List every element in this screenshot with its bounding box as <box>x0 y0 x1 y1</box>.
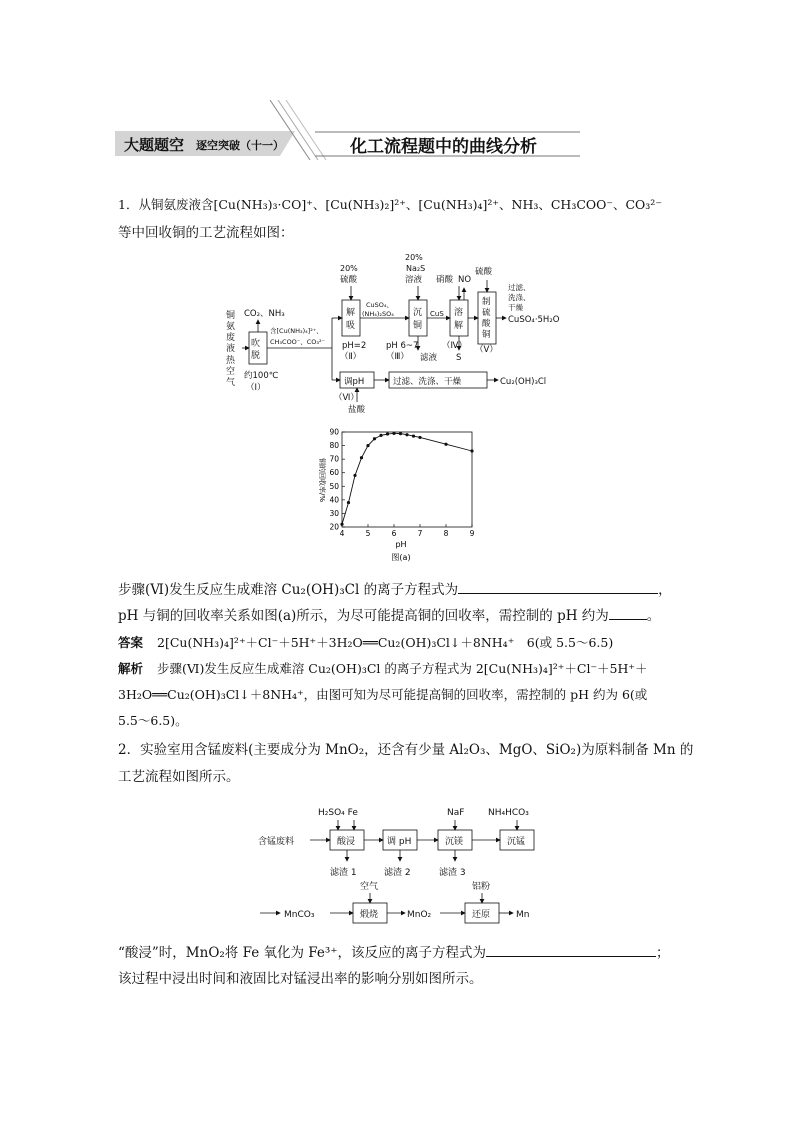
data-point <box>353 474 356 477</box>
res1: 滤渣 1 <box>330 868 357 878</box>
data-point <box>366 444 369 447</box>
wash-box: 过滤、洗涤、干燥 <box>393 377 462 387</box>
air-c1: 热 <box>226 356 236 366</box>
analysis-label: 解析 <box>118 661 144 676</box>
q1-after2-text: pH 与铜的回收率关系如图(a)所示，为尽可能提高铜的回收率，需控制的 pH 约为 <box>118 608 609 624</box>
y-tick-label: 50 <box>329 481 339 491</box>
reagent4: NH₄HCO₃ <box>488 808 529 818</box>
blow-box-c2: 脱 <box>251 351 261 361</box>
q1-after1-text: 步骤(Ⅵ)发生反应生成难溶 Cu₂(OH)₃Cl 的离子方程式为 <box>118 582 459 598</box>
feed-c3: 废 <box>226 333 236 343</box>
wash-1: 过滤、 <box>508 283 531 292</box>
q1-line1: 1．从铜氨废液含[Cu(NH₃)₃·CO]⁺、[Cu(NH₃)₂]²⁺、[Cu(NH₃)₄]²⁺、NH₃、CH₃COO⁻、CO₃²⁻ <box>118 197 662 212</box>
blow-temp: 约100℃ <box>244 371 279 381</box>
q1-analysis-3: 5.5～6.5)。 <box>118 713 188 728</box>
data-point <box>405 433 408 436</box>
q2-line2: 工艺流程如图所示。 <box>118 769 240 785</box>
q2-after2: 该过程中浸出时间和液固比对锰浸出率的影响分别如图所示。 <box>118 971 483 987</box>
chart-ylabel: 铜的回收率/% <box>318 457 326 503</box>
make-box-c4: 铜 <box>482 330 491 340</box>
feed-c1: 铜 <box>226 311 236 321</box>
na2s-3: 溶液 <box>405 275 423 285</box>
step3: （Ⅲ） <box>386 352 409 362</box>
q1-answer <box>118 630 613 656</box>
al: 铝粉 <box>472 882 491 892</box>
box4: 沉锰 <box>507 837 526 847</box>
feed-c4: 液 <box>226 344 236 354</box>
make-box-c1: 制 <box>482 297 491 307</box>
sulfuric: 硫酸 <box>475 267 493 277</box>
q2-after1-text: “酸浸”时，MnO₂将 Fe 氧化为 Fe³⁺，该反应的离子方程式为 <box>118 945 486 961</box>
q1-analysis-1 <box>118 656 648 682</box>
filtrate: 滤液 <box>420 353 438 363</box>
mno2: MnO₂ <box>407 910 432 920</box>
data-point <box>470 449 473 452</box>
step4: （Ⅳ） <box>442 341 467 351</box>
no: NO <box>458 275 472 285</box>
y-tick-label: 70 <box>329 454 339 464</box>
data-point <box>360 456 363 459</box>
step6: （Ⅵ） <box>334 393 359 403</box>
flow-diagram-2 <box>250 795 570 935</box>
nitric: 硝酸 <box>436 275 454 285</box>
page-title: 化工流程题中的曲线分析 <box>350 137 537 157</box>
absorb-box-c1: 解 <box>346 308 356 318</box>
data-point <box>373 437 376 440</box>
precip-box-c1: 沉 <box>413 308 423 318</box>
res3: 滤渣 3 <box>439 868 466 878</box>
box5: 煅烧 <box>360 910 379 920</box>
mid-species-2: CH₃COO⁻、CO₃²⁻ <box>270 338 326 346</box>
feed-c2: 氨 <box>226 322 236 332</box>
q2-line1: 2．实验室用含锰废料(主要成分为 MnO₂，还含有少量 Al₂O₃、MgO、SiO₂)为原料制备 Mn 的 <box>118 742 694 758</box>
answer-blank-3[interactable] <box>486 942 656 957</box>
mid-species-1: 含[Cu(NH₃)₄]²⁺、 <box>270 327 323 335</box>
q1-after1 <box>118 577 672 603</box>
y-tick-label: 40 <box>329 495 339 505</box>
data-point <box>347 501 350 504</box>
y-tick-label: 20 <box>329 522 339 532</box>
x-tick-label: 7 <box>417 529 423 538</box>
cuso4-label-2: (NH₄)₂SO₄ <box>362 310 394 318</box>
data-point <box>444 443 447 446</box>
header-label-main: 大题题空 <box>124 136 185 154</box>
wash-3: 干燥 <box>508 303 523 312</box>
ph67: pH 6~7 <box>386 341 419 351</box>
co-nh3: CO₂、NH₃ <box>244 309 285 319</box>
mnco3: MnCO₃ <box>284 910 315 920</box>
box2: 调 pH <box>387 837 412 847</box>
cus: CuS <box>430 310 444 318</box>
x-tick-label: 8 <box>443 529 449 538</box>
na2s-2: Na₂S <box>406 264 426 273</box>
data-point <box>379 434 382 437</box>
adjust-box: 调pH <box>344 377 365 387</box>
make-box-c3: 酸 <box>482 319 491 329</box>
data-point <box>418 436 421 439</box>
q1-after1-end: ， <box>658 582 672 598</box>
dissolve-box-c2: 解 <box>454 321 464 331</box>
res2: 滤渣 2 <box>384 868 411 878</box>
y-tick-label: 80 <box>329 441 339 451</box>
analysis-text-1: 步骤(Ⅵ)发生反应生成难溶 Cu₂(OH)₃Cl 的离子方程式为 2[Cu(NH₃)₄]²⁺＋Cl⁻＋5H⁺＋ <box>157 661 648 676</box>
x-tick-label: 9 <box>469 529 475 538</box>
q2-after1-end: ； <box>655 945 670 961</box>
chart-xlabel: pH <box>395 540 407 549</box>
chart-title: 图(a) <box>391 553 411 562</box>
na2s-1: 20% <box>405 253 423 262</box>
q1-analysis-2: 3H₂O══Cu₂(OH)₃Cl↓＋8NH₄⁺，由图可知为尽可能提高铜的回收率，需控制的 pH 约为 6(或 <box>118 687 648 702</box>
answer-label: 答案 <box>118 635 144 650</box>
product2: Cu₂(OH)₃Cl <box>500 377 547 387</box>
air-c3: 气 <box>226 378 236 388</box>
flow-diagram-1 <box>222 250 582 415</box>
answer-text: 2[Cu(NH₃)₄]²⁺＋Cl⁻＋5H⁺＋3H₂O══Cu₂(OH)₃Cl↓＋8NH₄⁺ 6(或 5.5～6.5) <box>157 635 614 650</box>
hcl: 盐酸 <box>348 405 366 415</box>
y-tick-label: 60 <box>329 468 339 478</box>
absorb-box-c2: 吸 <box>346 321 356 331</box>
data-point <box>392 432 395 435</box>
make-box-c2: 硫 <box>482 308 491 318</box>
answer-blank-1[interactable] <box>458 579 658 594</box>
q1-after2 <box>118 603 660 629</box>
air2: 空气 <box>360 882 379 892</box>
data-point <box>386 432 389 435</box>
precip-box-c2: 铜 <box>413 321 423 331</box>
q1-line2: 等中回收铜的工艺流程如图： <box>118 225 294 241</box>
box3: 沉镁 <box>445 837 464 847</box>
y-tick-label: 30 <box>329 508 339 518</box>
data-point <box>412 434 415 437</box>
q1-after2-end: 。 <box>646 608 661 624</box>
recovery-chart <box>300 420 490 570</box>
x-tick-label: 4 <box>339 529 345 538</box>
wash-2: 洗涤、 <box>508 293 531 302</box>
box6: 还原 <box>472 910 491 920</box>
s: S <box>456 353 462 363</box>
dissolve-box-c1: 溶 <box>454 308 464 318</box>
cuso4-label-1: CuSO₄、 <box>366 301 394 309</box>
reagent1: H₂SO₄ Fe <box>318 808 358 818</box>
answer-blank-2[interactable] <box>609 605 647 620</box>
feed2: 含锰废料 <box>258 837 295 847</box>
reagent3: NaF <box>447 808 465 818</box>
step1: （Ⅰ） <box>246 383 266 393</box>
recovery-line <box>342 433 472 524</box>
acid20: 20% <box>340 264 358 273</box>
q2-after1 <box>118 940 669 966</box>
x-tick-label: 5 <box>365 529 371 538</box>
product: CuSO₄·5H₂O <box>508 315 560 325</box>
step5: （Ⅴ） <box>475 345 498 355</box>
header-label-sub: 逐空突破（十一） <box>196 139 284 152</box>
x-tick-label: 6 <box>391 529 397 538</box>
y-tick-label: 90 <box>329 427 339 437</box>
blow-box-c1: 吹 <box>251 339 261 349</box>
box1: 酸浸 <box>337 837 356 847</box>
air-c2: 空 <box>226 367 236 377</box>
data-point <box>399 432 402 435</box>
ph2: pH=2 <box>342 341 367 351</box>
data-point <box>340 523 343 526</box>
mn: Mn <box>516 910 530 920</box>
step2: （Ⅱ） <box>340 352 362 362</box>
acid20-b: 硫酸 <box>340 275 358 285</box>
